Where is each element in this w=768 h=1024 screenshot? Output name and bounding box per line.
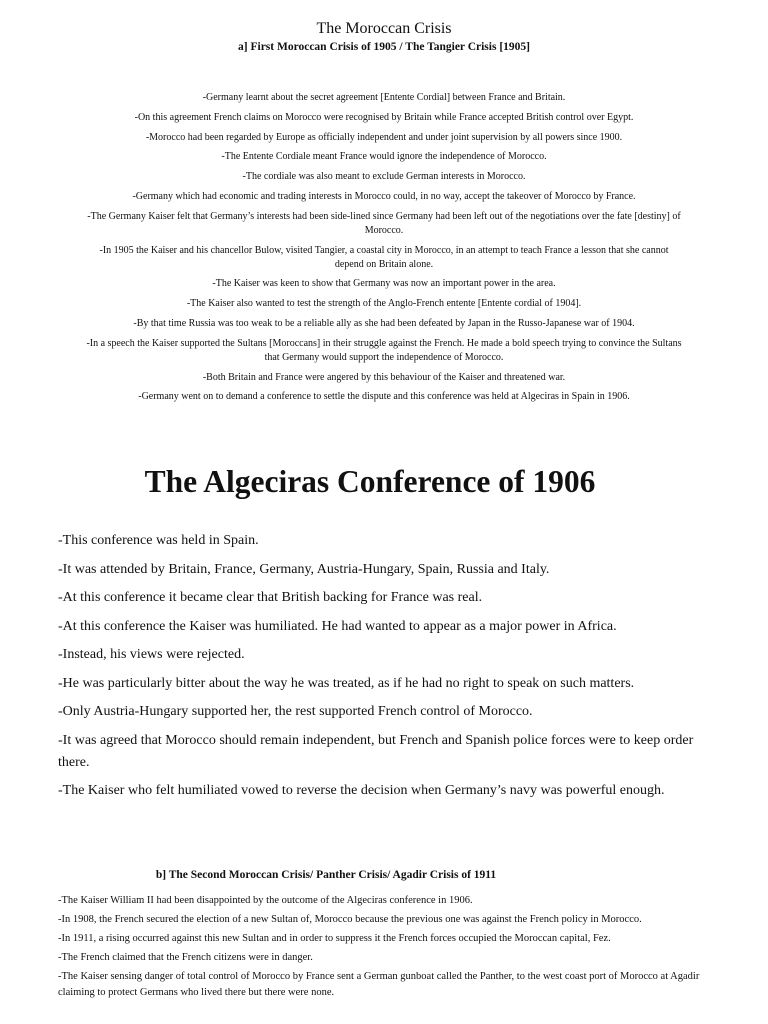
section-b-point: -The Kaiser sensing danger of total control of Morocco by France sent a German gunboat called the Panther, to the west coast port of Morocco at Agadir claiming to protect Germans who lived there but there were none. — [58, 971, 700, 998]
section-a-point: -The Entente Cordiale meant France would ignore the independence of Morocco. — [221, 151, 547, 163]
section-a-points — [84, 91, 684, 410]
section-b-heading: b] The Second Moroccan Crisis/ Panther Crisis/ Agadir Crisis of 1911 — [155, 869, 497, 881]
section-a-point: -Germany learnt about the secret agreement [Entente Cordial] between France and Britain. — [202, 92, 566, 103]
section-b-point: -In 1911, a rising occurred against this new Sultan and in order to suppress it the French forces occupied the Moroccan capital, Fez. — [58, 933, 611, 944]
document-title: The Moroccan Crisis — [316, 20, 452, 37]
section-b-point: -The French claimed that the French citizens were in danger. — [58, 952, 313, 963]
algeciras-point: -The Kaiser who felt humiliated vowed to reverse the decision when Germany’s navy was powerful enough. — [58, 783, 665, 798]
algeciras-heading: The Algeciras Conference of 1906 — [144, 464, 596, 499]
section-a-heading: a] First Moroccan Crisis of 1905 / The Tangier Crisis [1905] — [238, 41, 530, 53]
section-a-point: -Germany went on to demand a conference to settle the dispute and this conference was held at Algeciras in Spain in 1906. — [138, 391, 630, 403]
algeciras-point: -It was attended by Britain, France, Germany, Austria-Hungary, Spain, Russia and Italy. — [58, 561, 550, 577]
section-a-point: -Germany which had economic and trading interests in Morocco could, in no way, accept the takeover of Morocco by France. — [132, 190, 636, 202]
section-a-point: -The Germany Kaiser felt that Germany’s interests had been side-lined since Germany had been left out of the negotiations over the fate [destiny] of Morocco. — [87, 210, 681, 236]
section-a-point: -By that time Russia was too weak to be a reliable ally as she had been defeated by Japan in the Russo-Japanese war of 1904. — [133, 317, 635, 329]
section-b-points — [58, 893, 738, 1004]
section-a-point: -In 1905 the Kaiser and his chancellor Bulow, visited Tangier, a coastal city in Morocco, in an attempt to teach France a lesson that she cannot depend on Britain alone. — [99, 244, 669, 270]
section-a-point: -On this agreement French claims on Morocco were recognised by Britain while France accepted British control over Egypt. — [134, 111, 634, 123]
section-b-point: -In 1908, the French secured the election of a new Sultan of, Morocco because the previous one was against the French policy in Morocco. — [58, 914, 642, 925]
algeciras-point: -Instead, his views were rejected. — [58, 647, 245, 662]
algeciras-point: -At this conference it became clear that British backing for France was real. — [58, 590, 483, 605]
section-a-point: -In a speech the Kaiser supported the Sultans [Moroccans] in their struggle against the French. He made a bold speech trying to convince the Sultans that Germany would support the independence of Morocco. — [86, 337, 682, 363]
section-a-point: -The cordiale was also meant to exclude German interests in Morocco. — [242, 171, 526, 183]
section-a-point: -Both Britain and France were angered by this behaviour of the Kaiser and threatened war. — [202, 371, 566, 383]
algeciras-points — [58, 530, 718, 809]
algeciras-point: -This conference was held in Spain. — [58, 533, 259, 548]
algeciras-point: -At this conference the Kaiser was humiliated. He had wanted to appear as a major power in Africa. — [58, 618, 617, 634]
algeciras-point: -He was particularly bitter about the way he was treated, as if he had no right to speak on such matters. — [58, 675, 635, 691]
algeciras-point: -Only Austria-Hungary supported her, the rest supported French control of Morocco. — [58, 704, 533, 719]
section-a-point: -Morocco had been regarded by Europe as officially independent and under joint supervision by all powers since 1900. — [145, 131, 623, 143]
section-b-point: -The Kaiser William II had been disappointed by the outcome of the Algeciras conference in 1906. — [58, 895, 473, 906]
algeciras-point: -It was agreed that Morocco should remain independent, but French and Spanish police forces were to keep order there. — [58, 732, 694, 770]
section-a-point: -The Kaiser was keen to show that Germany was now an important power in the area. — [212, 278, 556, 290]
section-a-point: -The Kaiser also wanted to test the strength of the Anglo-French entente [Entente cordial of 1904]. — [186, 298, 582, 310]
